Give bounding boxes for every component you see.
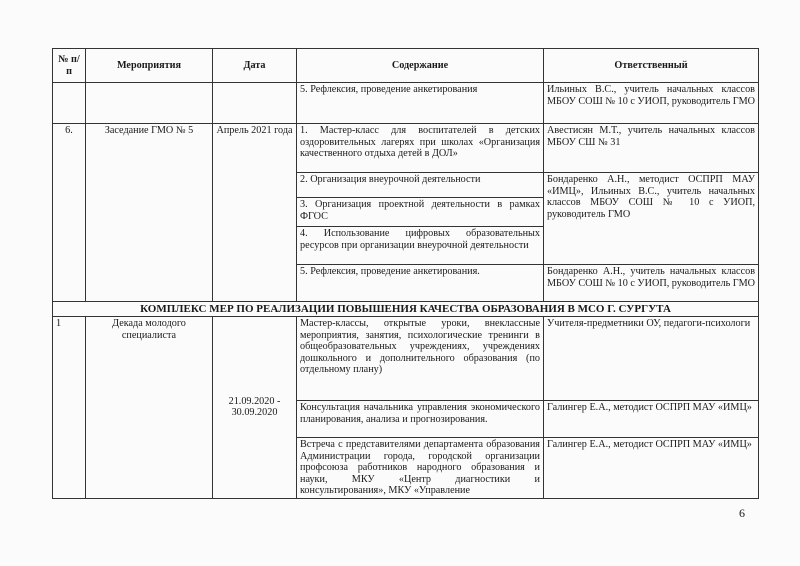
resp-cell: Бондаренко А.Н., методист ОСПРП МАУ «ИМЦ», Ильиных В.С., учитель начальных классов МБОУ СОШ № 10 с УИОП, руководитель ГМО bbox=[544, 173, 759, 265]
table-row bbox=[53, 317, 759, 401]
content-cell: 1. Мастер-класс для воспитателей в детских оздоровительных лагерях при школах «Организация качественного отдыха детей в ДОЛ» bbox=[297, 124, 544, 173]
content-cell: 5. Рефлексия, проведение анкетирования bbox=[297, 83, 544, 124]
num-cell: 1 bbox=[53, 317, 86, 499]
date-cell: 21.09.2020 - 30.09.2020 bbox=[213, 317, 297, 499]
header-event: Мероприятия bbox=[86, 49, 213, 83]
header-resp: Ответственный bbox=[544, 49, 759, 83]
events-table bbox=[52, 48, 759, 499]
event-cell: Заседание ГМО № 5 bbox=[86, 124, 213, 302]
content-cell: Встреча с представителями департамента образования Администрации города, городской организации профсоюза работников народного образования и науки, МКУ «Центр диагностики и консультирования», МКУ «Управление bbox=[297, 438, 544, 499]
resp-cell: Ильиных В.С., учитель начальных классов МБОУ СОШ № 10 с УИОП, руководитель ГМО bbox=[544, 83, 759, 124]
date-cell: Апрель 2021 года bbox=[213, 124, 297, 302]
content-cell: 3. Организация проектной деятельности в рамках ФГОС bbox=[297, 198, 544, 227]
table-row bbox=[53, 124, 759, 173]
content-cell: 5. Рефлексия, проведение анкетирования. bbox=[297, 265, 544, 302]
resp-cell: Авестисян М.Т., учитель начальных классов МБОУ СШ № 31 bbox=[544, 124, 759, 173]
content-cell: Мастер-классы, открытые уроки, внеклассные мероприятия, занятия, психологические тренинги в общеобразовательных учреждениях, учреждениях дошкольного и дополнительного образования (по отдельному плану) bbox=[297, 317, 544, 401]
page-number: 6 bbox=[739, 506, 745, 520]
content-cell: 4. Использование цифровых образовательных ресурсов при организации внеурочной деятельности bbox=[297, 227, 544, 265]
resp-cell: Бондаренко А.Н., учитель начальных классов МБОУ СОШ № 10 с УИОП, руководитель ГМО bbox=[544, 265, 759, 302]
table-row bbox=[53, 83, 759, 124]
header-num: № п/п bbox=[53, 49, 86, 83]
content-cell: Консультация начальника управления экономического планирования, анализа и прогнозирования. bbox=[297, 401, 544, 438]
num-cell: 6. bbox=[53, 124, 86, 302]
resp-cell: Галингер Е.А., методист ОСПРП МАУ «ИМЦ» bbox=[544, 438, 759, 499]
event-cell: Декада молодого специалиста bbox=[86, 317, 213, 499]
resp-cell: Учителя-предметники ОУ, педагоги-психологи bbox=[544, 317, 759, 401]
resp-cell: Галингер Е.А., методист ОСПРП МАУ «ИМЦ» bbox=[544, 401, 759, 438]
header-date: Дата bbox=[213, 49, 297, 83]
header-content: Содержание bbox=[297, 49, 544, 83]
header-row bbox=[53, 49, 759, 83]
section-row bbox=[53, 302, 759, 317]
content-cell: 2. Организация внеурочной деятельности bbox=[297, 173, 544, 198]
section-heading: КОМПЛЕКС МЕР ПО РЕАЛИЗАЦИИ ПОВЫШЕНИЯ КАЧЕСТВА ОБРАЗОВАНИЯ В МСО Г. СУРГУТА bbox=[53, 302, 759, 317]
